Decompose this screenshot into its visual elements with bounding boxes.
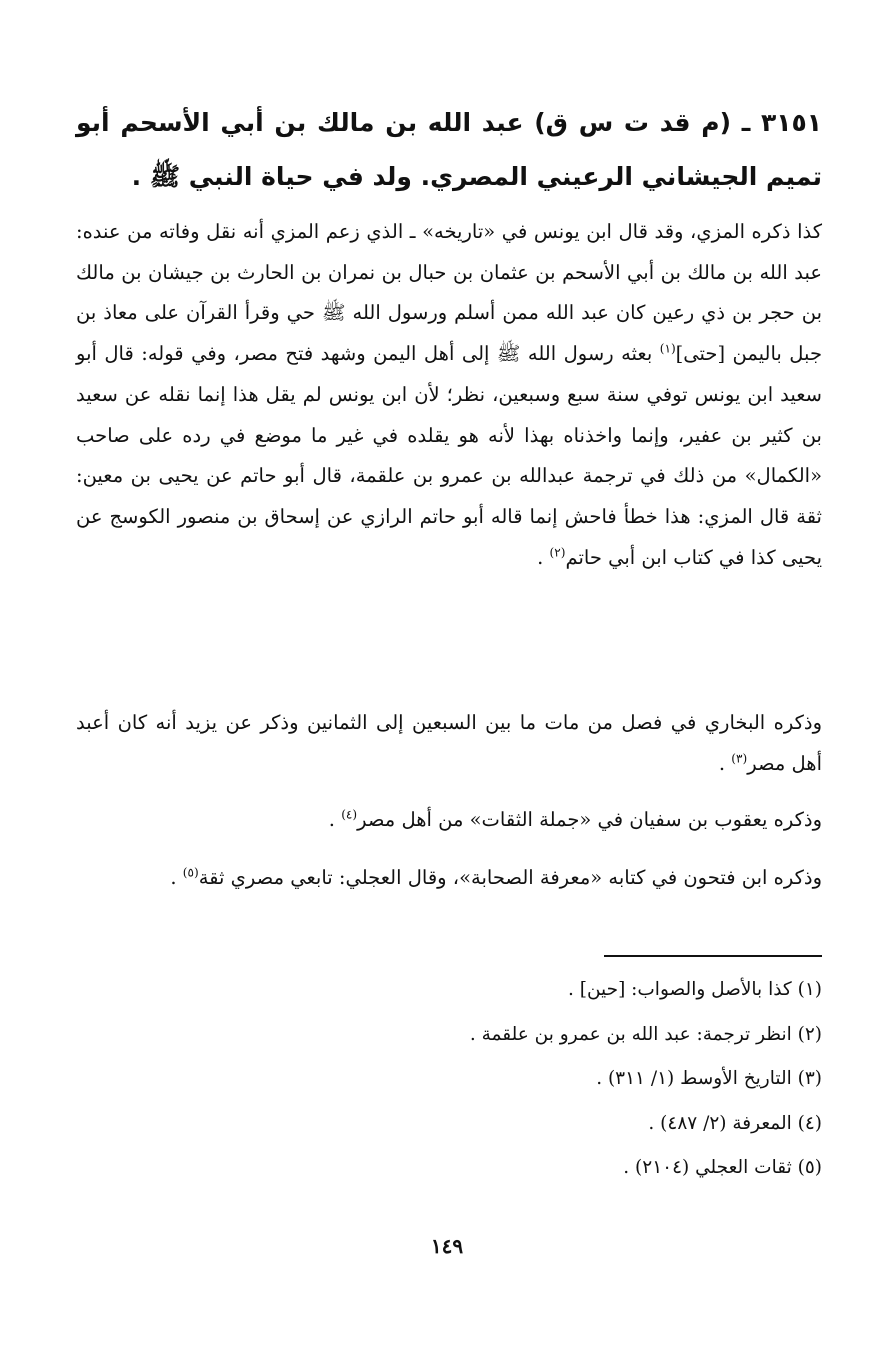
paragraph-text: وذكره البخاري في فصل من مات ما بين السبعين إلى الثمانين وذكر عن يزيد أنه كان أعبد أهل مصر	[76, 711, 822, 775]
paragraph-bukhari	[76, 703, 822, 784]
footnote-item: (٤) المعرفة (٢/ ٤٨٧) .	[648, 1112, 822, 1134]
page-number: ١٤٩	[430, 1234, 464, 1258]
paragraph-text-continued: بعثه رسول الله ﷺ إلى أهل اليمن وشهد فتح مصر، وفي قوله: قال أبو سعيد ابن يونس توفي سنة سبع وسبعين، نظر؛ لأن ابن يونس لم يقل هذا إنما نقله عن سعيد بن كثير بن عفير، وإنما واخذناه بهذا لأنه هو يقلده في غير ما موضع في رده على صاحب «الكمال» من ذلك في ترجمة عبدالله بن عمرو بن علقمة، قال أبو حاتم عن يحيى بن معين: ثقة قال المزي: هذا خطأ فاحش إنما قاله أبو حاتم الرازي عن إسحاق بن منصور الكوسج عن يحيى كذا في كتاب ابن أبي حاتم	[76, 342, 822, 569]
footnote-item: (٣) التاريخ الأوسط (١/ ٣١١) .	[596, 1068, 822, 1089]
footnote-ref-2[interactable]: (٢)	[549, 545, 566, 560]
footnote-item: (٥) ثقات العجلي (٢١٠٤) .	[623, 1157, 822, 1178]
footnote-item: (١) كذا بالأصل والصواب: [حين] .	[567, 979, 822, 1000]
footnote-ref-1[interactable]: (١)	[659, 341, 676, 356]
footnote-ref-4[interactable]: (٤)	[341, 807, 358, 822]
footnotes-list	[76, 968, 822, 1191]
entry-heading: ٣١٥١ ـ (م قد ت س ق) عبد الله بن مالك بن أبي الأسحم أبو تميم الجيشاني الرعيني المصري. ولد في حياة النبي ﷺ .	[76, 108, 822, 191]
paragraph-tail: .	[170, 866, 183, 889]
paragraph-tail: .	[537, 545, 550, 569]
footnote-item: (٢) انظر ترجمة: عبد الله بن عمرو بن علقمة .	[469, 1023, 822, 1045]
footnote-ref-5[interactable]: (٥)	[182, 865, 199, 880]
paragraph-yaqub	[76, 800, 822, 841]
footnote-ref-3[interactable]: (٣)	[731, 751, 748, 766]
paragraph-text: وذكره يعقوب بن سفيان في «جملة الثقات» من أهل مصر	[357, 808, 822, 831]
paragraph-text: وذكره ابن فتحون في كتابه «معرفة الصحابة»، وقال العجلي: تابعي مصري ثقة	[198, 866, 822, 889]
paragraph-tail: .	[718, 751, 732, 775]
footnote-divider	[604, 955, 822, 957]
paragraph-text: كذا ذكره المزي، وقد قال ابن يونس في «تاريخه» ـ الذي زعم المزي أنه نقل وفاته من عنده: عبد الله بن مالك بن أبي الأسحم بن عثمان بن حبال بن نمران بن الحارث بن جيشان بن مالك بن حجر بن ذي رعين كان عبد الله ممن أسلم ورسول الله ﷺ حي وقرأ القرآن على معاذ بن جبل باليمن [حتى]	[76, 220, 823, 366]
paragraph-fathun	[76, 858, 822, 899]
paragraph-tail: .	[328, 808, 342, 831]
paragraph-biography	[76, 212, 822, 578]
